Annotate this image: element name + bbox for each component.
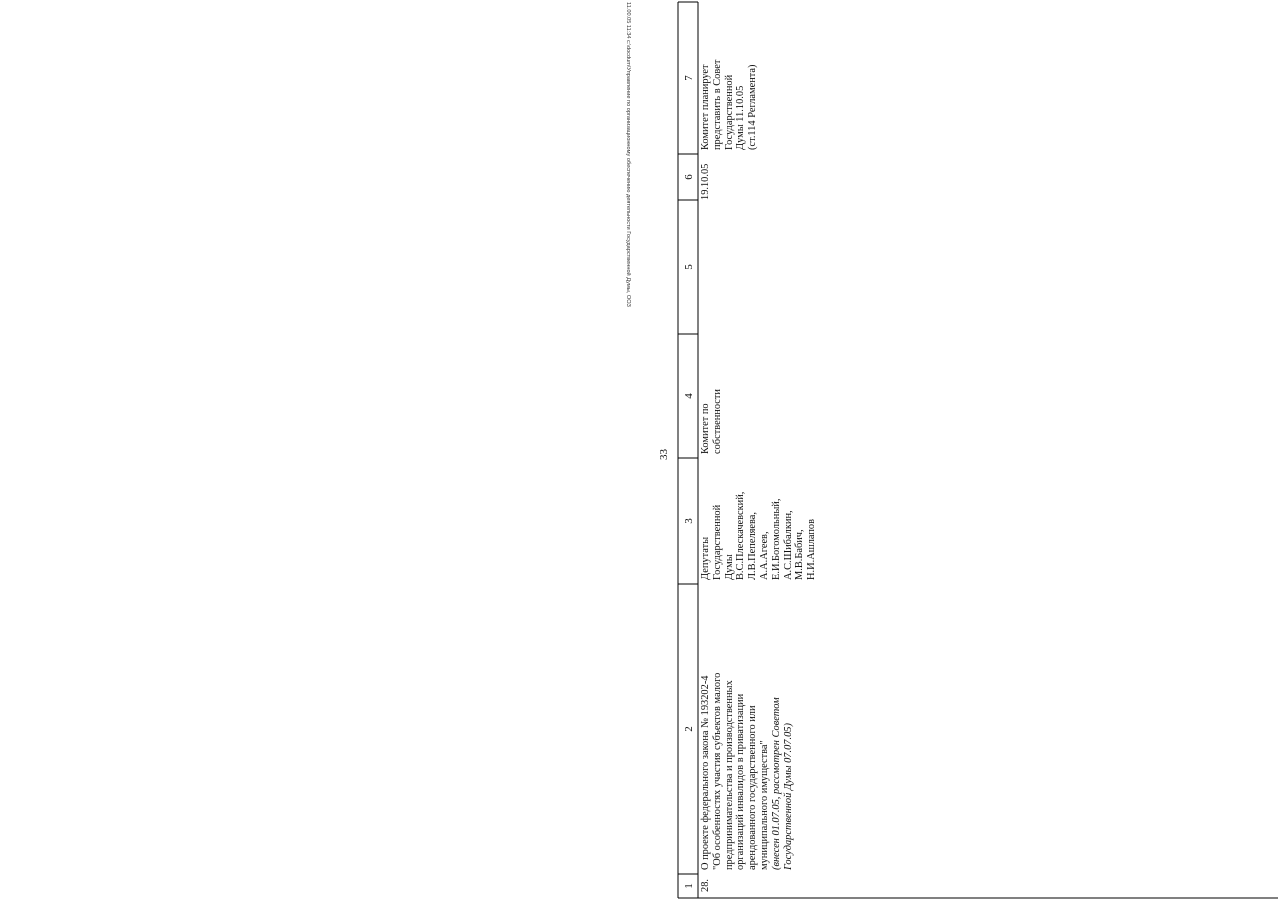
- bill-title: О проекте федерального закона № 193202-4: [700, 675, 711, 870]
- committee-line: Комитет по: [700, 403, 711, 454]
- rotated-page: [640, 0, 1280, 900]
- bill-note-line: Государственной Думы 07.07.05): [782, 723, 794, 870]
- author-line: Е.И.Богомольный,: [770, 498, 782, 580]
- bill-name-line: предпринимательства и производственных: [723, 680, 735, 870]
- author-line: Л.В.Пепеляева,: [747, 511, 759, 580]
- column-header-6: 6: [683, 174, 695, 180]
- plan-line: (ст.114 Регламента): [747, 64, 759, 150]
- plan-line: Думы 11.10.05: [735, 85, 747, 150]
- bill-note-line: (внесен 01.07.05, рассмотрен Советом: [770, 697, 782, 870]
- committee-line: собственности: [711, 389, 723, 454]
- author-line: А.А.Агеев,: [758, 531, 770, 580]
- column-header-2: 2: [683, 726, 695, 732]
- row-number: 28.: [700, 879, 711, 892]
- author-line: Депутаты: [700, 536, 711, 580]
- column-header-1: 1: [683, 883, 695, 889]
- column-header-5: 5: [683, 264, 695, 270]
- document-footer: 11.00.05 11:34 c:\docdum\Управление по организационному обеспечению деятельности Государственной Думы, ООЗ: [625, 2, 631, 307]
- page-number: 33: [658, 449, 670, 460]
- column-header-7: 7: [683, 75, 695, 81]
- plan-line: Комитет планирует: [700, 64, 711, 150]
- author-line: М.В.Бабич,: [794, 529, 806, 580]
- author-line: А.С.Шибалкин,: [782, 510, 794, 580]
- committee-plan: [700, 60, 759, 150]
- bill-authors: [700, 492, 818, 580]
- bill-name-line: муниципального имущества": [758, 740, 770, 870]
- bill-name-line: "Об особенностях участия субъектов малого: [711, 672, 723, 870]
- bill-name-line: организаций инвалидов в приватизации: [735, 693, 747, 870]
- bill-name-line: арендованного государственного или: [747, 705, 759, 870]
- author-line: Государственной: [711, 504, 723, 580]
- responsible-committee: [700, 389, 724, 454]
- author-line: Н.И.Ашлапов: [806, 518, 818, 580]
- author-line: В.С.Плескачевский,: [735, 491, 747, 580]
- column-header-4: 4: [683, 393, 695, 399]
- column-header-3: 3: [683, 518, 695, 524]
- review-date: 19.10.05: [700, 163, 711, 200]
- plan-line: Государственной: [723, 74, 735, 150]
- author-line: Думы: [723, 554, 735, 580]
- bill-description: [700, 673, 794, 870]
- plan-line: представить в Совет: [711, 59, 723, 150]
